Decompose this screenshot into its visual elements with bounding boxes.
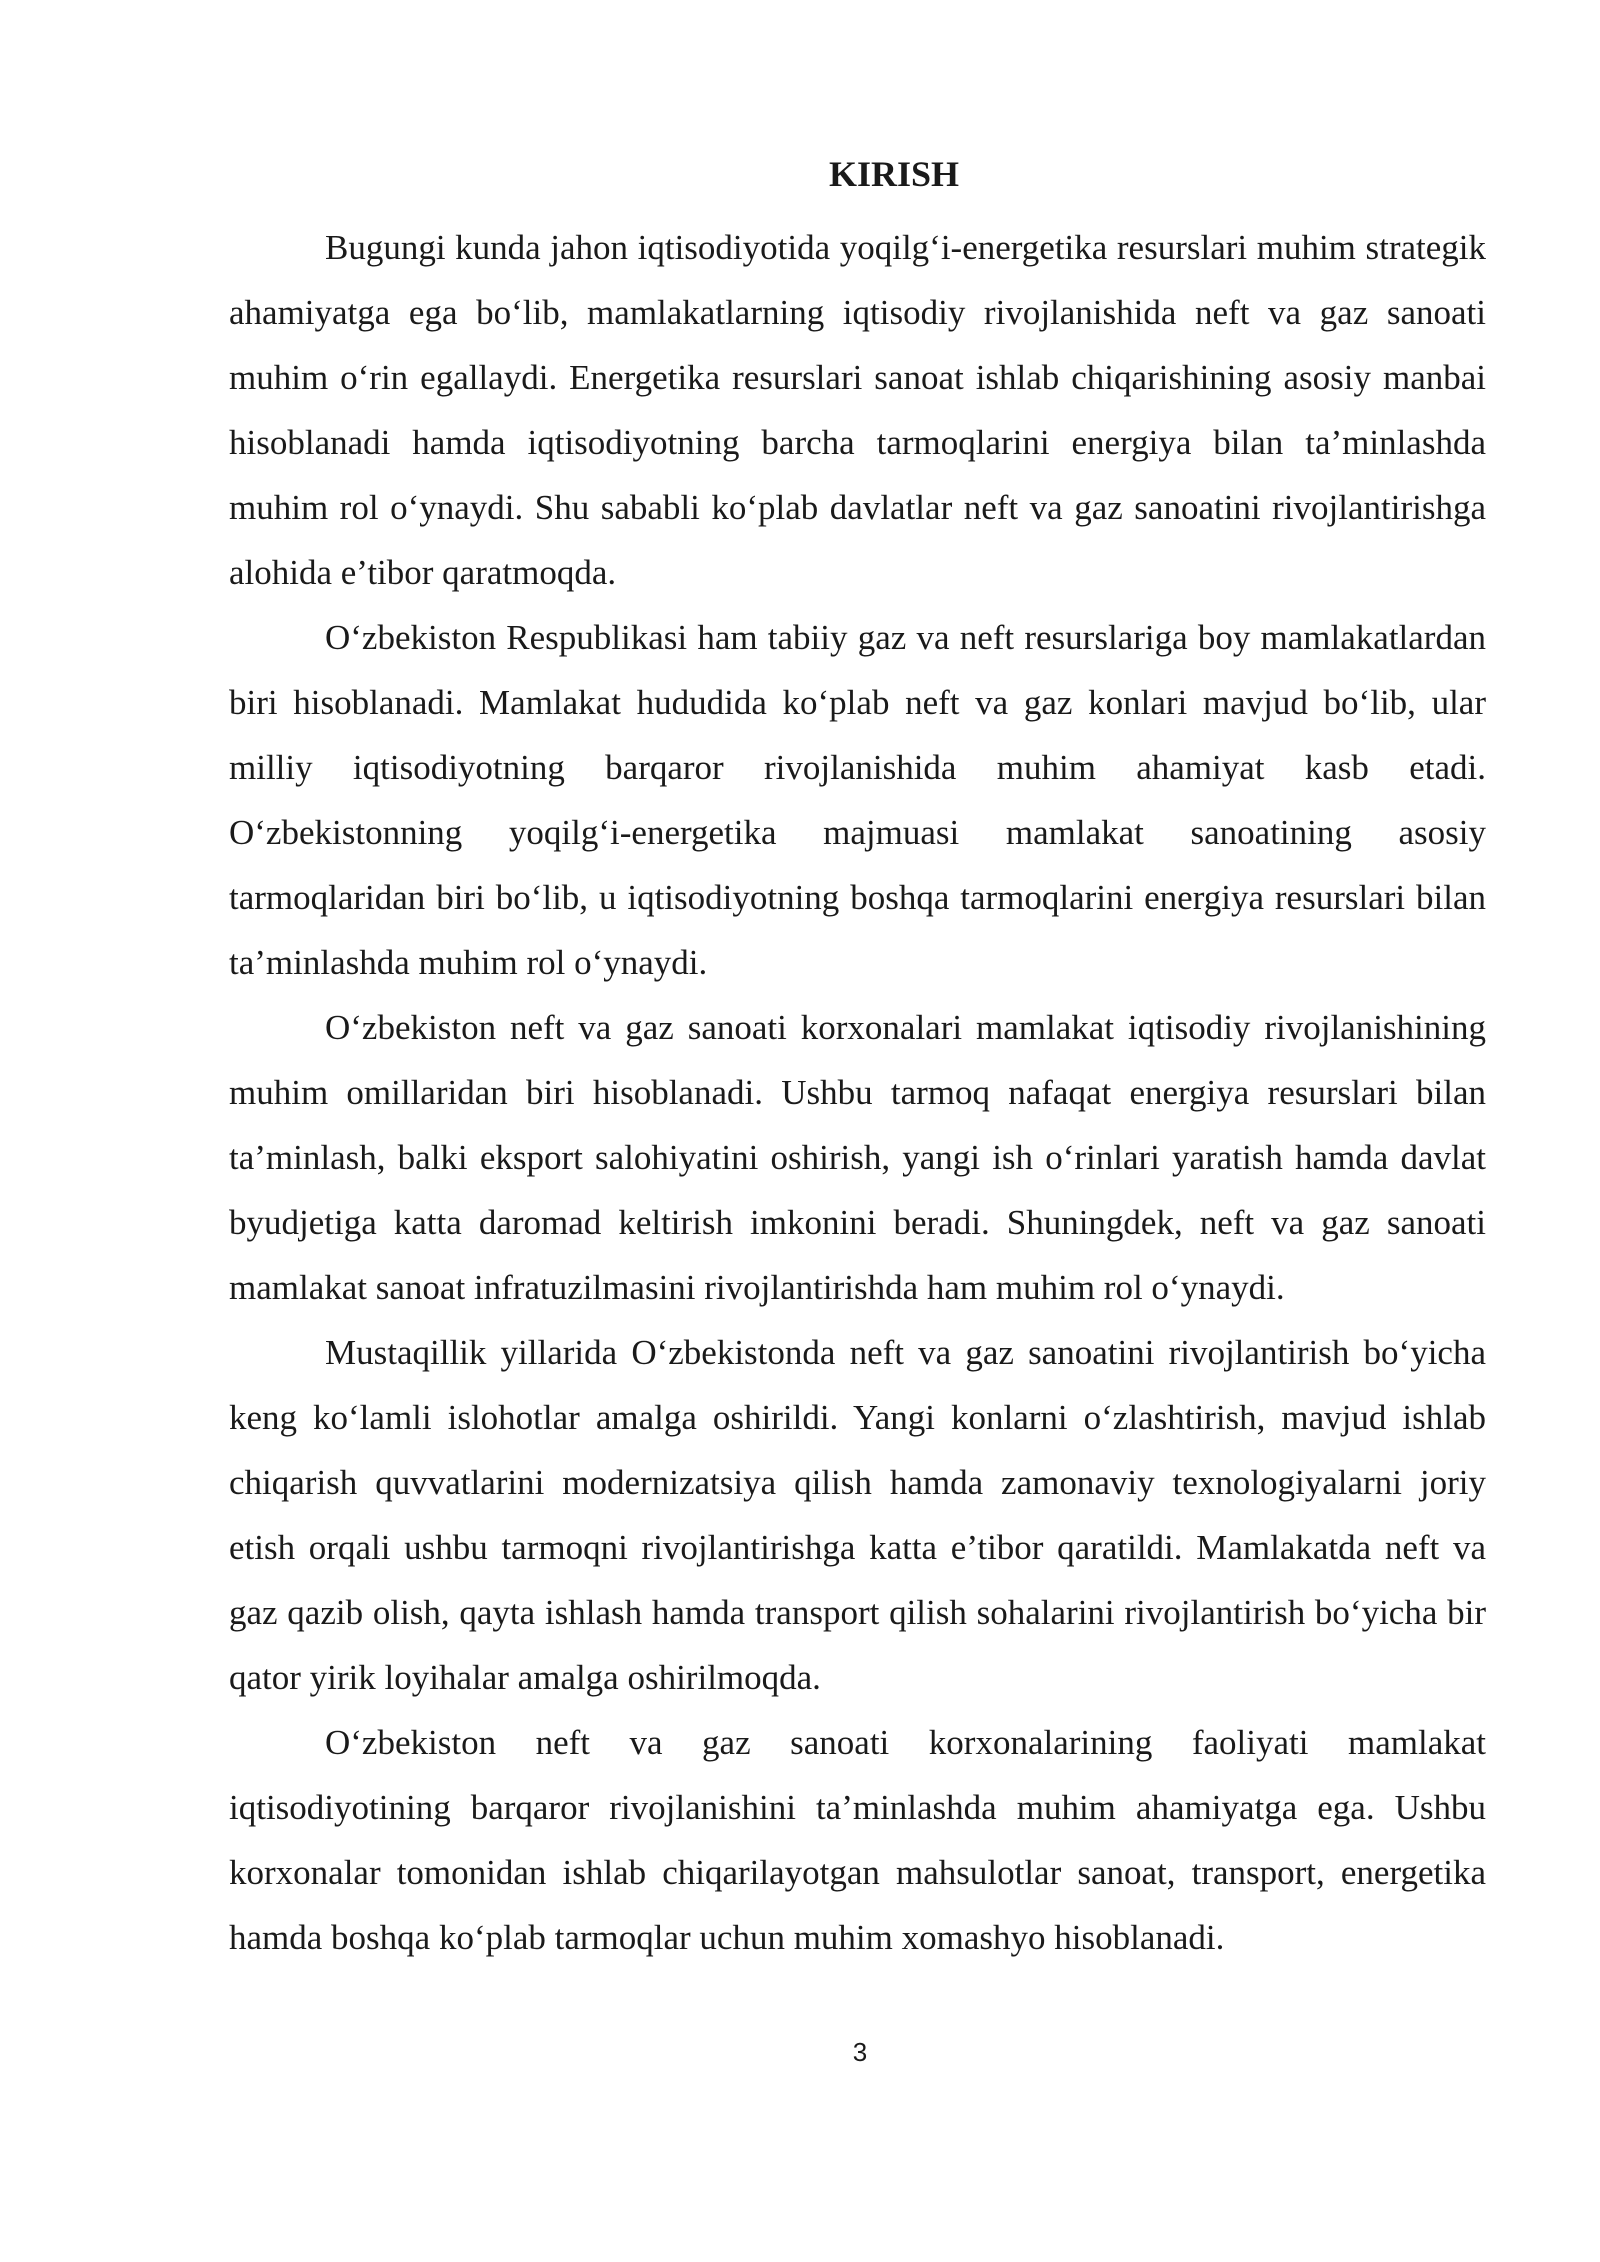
paragraph-5: O‘zbekiston neft va gaz sanoati korxonalarining faoliyati mamlakat iqtisodiyotining barqaror rivojlanishini ta’minlashda muhim ahamiyatga ega. Ushbu korxonalar tomonidan ishlab chiqarilayotgan mahsulotlar sanoat, transport, energetika hamda boshqa ko‘plab tarmoqlar uchun muhim xomashyo hisoblanadi.	[229, 1723, 1486, 1957]
section-heading: KIRISH	[828, 154, 960, 194]
paragraph-1: Bugungi kunda jahon iqtisodiyotida yoqilg‘i-energetika resurslari muhim strategik ahamiyatga ega bo‘lib, mamlakatlarning iqtisodiy rivojlanishida neft va gaz sanoati muhim o‘rin egallaydi. Energetika resurslari sanoat ishlab chiqarishining asosiy manbai hisoblanadi hamda iqtisodiyotning barcha tarmoqlarini energiya bilan ta’minlashda muhim rol o‘ynaydi. Shu sababli ko‘plab davlatlar neft va gaz sanoatini rivojlantirishga alohida e’tibor qaratmoqda.	[229, 228, 1486, 592]
paragraph-2: O‘zbekiston Respublikasi ham tabiiy gaz va neft resurslariga boy mamlakatlardan biri hisoblanadi. Mamlakat hududida ko‘plab neft va gaz konlari mavjud bo‘lib, ular milliy iqtisodiyotning barqaror rivojlanishida muhim ahamiyat kasb etadi. O‘zbekistonning yoqilg‘i-energetika majmuasi mamlakat sanoatining asosiy tarmoqlaridan biri bo‘lib, u iqtisodiyotning boshqa tarmoqlarini energiya resurslari bilan ta’minlashda muhim rol o‘ynaydi.	[229, 618, 1486, 982]
body-text	[229, 215, 1486, 1970]
paragraph-4: Mustaqillik yillarida O‘zbekistonda neft va gaz sanoatini rivojlantirish bo‘yicha keng ko‘lamli islohotlar amalga oshirildi. Yangi konlarni o‘zlashtirish, mavjud ishlab chiqarish quvvatlarini modernizatsiya qilish hamda zamonaviy texnologiyalarni joriy etish orqali ushbu tarmoqni rivojlantirishga katta e’tibor qaratildi. Mamlakatda neft va gaz qazib olish, qayta ishlash hamda transport qilish sohalarini rivojlantirish bo‘yicha bir qator yirik loyihalar amalga oshirilmoqda.	[229, 1333, 1486, 1697]
paragraph-3: O‘zbekiston neft va gaz sanoati korxonalari mamlakat iqtisodiy rivojlanishining muhim omillaridan biri hisoblanadi. Ushbu tarmoq nafaqat energiya resurslari bilan ta’minlash, balki eksport salohiyatini oshirish, yangi ish o‘rinlari yaratish hamda davlat byudjetiga katta daromad keltirish imkonini beradi. Shuningdek, neft va gaz sanoati mamlakat sanoat infratuzilmasini rivojlantirishda ham muhim rol o‘ynaydi.	[229, 1008, 1486, 1307]
page-number: 3	[852, 2037, 868, 2067]
